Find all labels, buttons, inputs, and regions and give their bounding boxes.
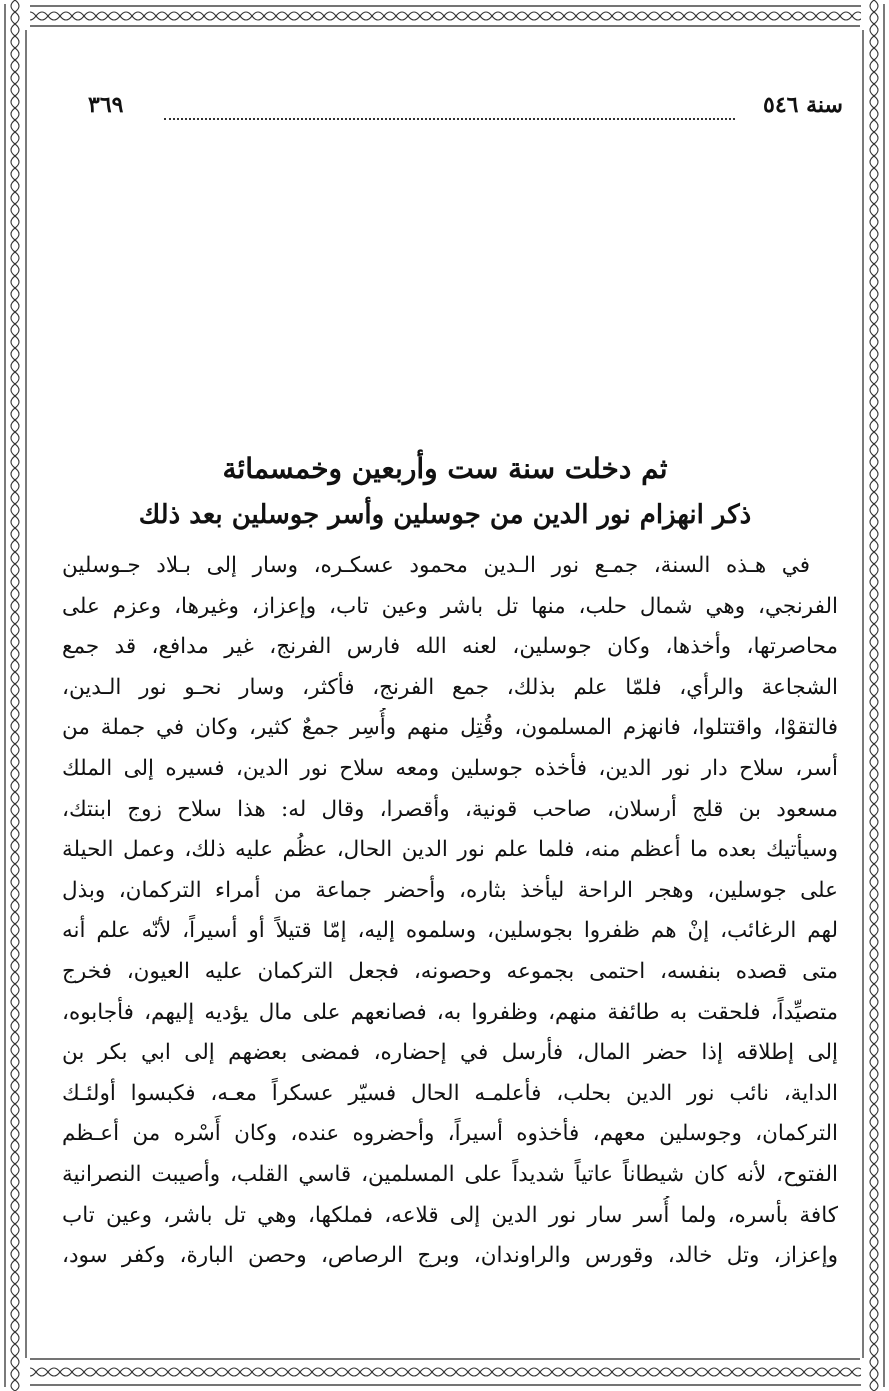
chapter-heading: ثم دخلت سنة ست وأربعين وخمسمائة [222,452,668,485]
text-line: الداية، نائب نور الدين بحلب، فأعلمـه الحال فسيّر عسكراً معـه، فكبسوا أولئـك [62,1080,838,1106]
decorative-border-right [861,0,889,1391]
section-heading: ذكر انهزام نور الدين من جوسلين وأسر جوسلين بعد ذلك [138,500,752,530]
decorative-border-top [0,0,889,30]
text-line: على جوسلين، وهجر الراحة ليأخذ بثاره، وأحضر جماعة من أمراء التركمان، وبذل [62,877,838,903]
text-line: وإعزاز، وتل خالد، وقورس والراوندان، وبرج الرصاص، وحصن البارة، وكفر سود، [62,1243,838,1269]
text-line: التركمان، وجوسلين معهم، فأخذوه أسيراً، وأحضروه عنده، وكان أَسْره من أعـظم [62,1121,838,1147]
text-line: الفتوح، لأنه كان شيطاناً عاتياً شديداً على المسلمين، قاسي القلب، وأصيبت النصرانية [62,1161,838,1187]
decorative-border-bottom [0,1355,889,1391]
page-number: ٣٦٩ [88,92,124,118]
running-header [88,92,843,132]
text-line: الشجاعة والرأي، فلمّا علم بذلك، جمع الفرنج، فأكثر، وسار نحـو نور الـدين، [62,674,838,700]
text-line: متى قصده بنفسه، احتمى بجموعه وحصونه، فجعل التركمان عليه العيون، فخرج [62,958,838,984]
text-line: متصيِّداً، فلحقت به طائفة منهم، وظفروا به، فصانعهم على مال يؤديه إليهم، فأجابوه، [62,999,838,1025]
text-line: لهم الرغائب، إنْ هم ظفروا بجوسلين، وسلموه إليه، إمّا قتيلاً أو أسيراً، لأنّه علم أنه [62,918,838,944]
text-line: وسيأتيك بعده ما أعظم منه، فلما علم نور الدين الحال، عظُم عليه ذلك، وعمل الحيلة [62,837,838,863]
decorative-border-left [0,0,30,1391]
header-year-label: سنة ٥٤٦ [763,92,843,118]
text-line: إلى إطلاقه إذا حضر المال، فأرسل في إحضاره، فمضى بعضهم إلى ابي بكر بن [62,1040,838,1066]
text-line: فالتقوْا، واقتتلوا، فانهزم المسلمون، وقُتِل منهم وأُسِر جمعٌ كثير، وكان في جملة من [62,715,838,741]
text-line: محاصرتها، وأخذها، وكان جوسلين، لعنه الله فارس الفرنج، غير مدافع، قد جمع [62,634,838,660]
text-line: مسعود بن قلج أرسلان، صاحب قونية، وأقصرا، وقال له: هذا سلاح زوج ابنتك، [62,796,838,822]
text-line: أسر، سلاح دار نور الدين، فأخذه جوسلين ومعه سلاح نور الدين، فسيره إلى الملك [62,755,838,781]
header-dot-leader [164,118,735,120]
body-paragraph [62,546,838,1277]
text-line: كافة بأسره، ولما أُسر سار نور الدين إلى قلاعه، فملكها، وهي تل باشر، وعين تاب [62,1202,838,1228]
text-line: الفرنجي، وهي شمال حلب، منها تل باشر وعين تاب، وإعزاز، وغيرها، وعزم على [62,593,838,619]
text-line: في هـذه السنة، جمـع نور الـدين محمود عسكـره، وسار إلى بـلاد جـوسلين [62,553,810,578]
